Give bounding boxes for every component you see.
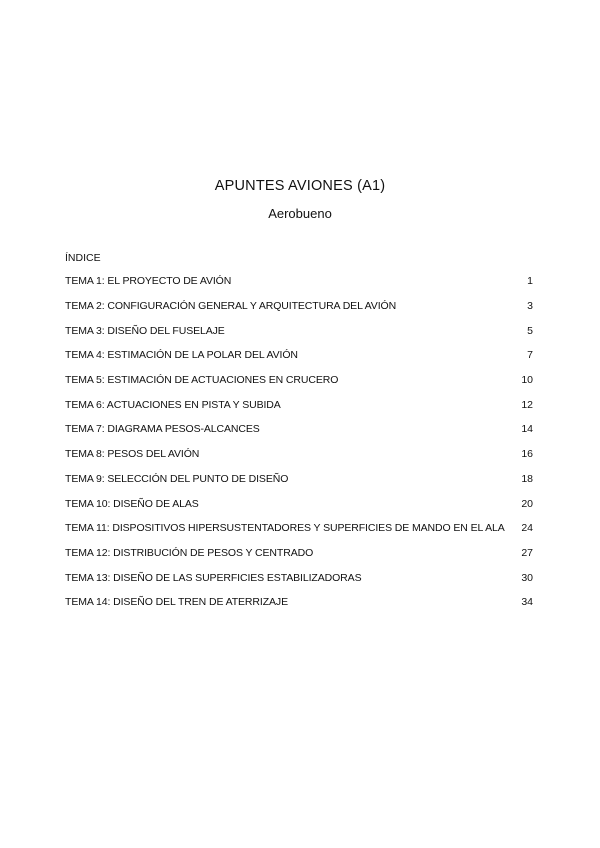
toc-entry-page-number: 1: [527, 275, 533, 288]
toc-entry-label: TEMA 6: ACTUACIONES EN PISTA Y SUBIDA: [65, 398, 281, 411]
toc-entry-label: TEMA 9: SELECCIÓN DEL PUNTO DE DISEÑO: [65, 472, 289, 485]
toc-entry-label: TEMA 13: DISEÑO DE LAS SUPERFICIES ESTABILIZADORAS: [65, 571, 362, 584]
toc-entry-tema-7[interactable]: [65, 417, 533, 442]
toc-entry-tema-14[interactable]: [65, 590, 533, 615]
toc-entry-tema-2[interactable]: [65, 294, 533, 319]
toc-entry-tema-12[interactable]: [65, 541, 533, 566]
table-of-contents: [65, 269, 533, 615]
toc-entry-label: TEMA 8: PESOS DEL AVIÓN: [65, 448, 200, 461]
toc-entry-page-number: 27: [521, 546, 533, 559]
toc-entry-tema-6[interactable]: [65, 392, 533, 417]
toc-entry-tema-8[interactable]: [65, 442, 533, 467]
toc-entry-label: TEMA 12: DISTRIBUCIÓN DE PESOS Y CENTRADO: [65, 546, 314, 559]
toc-entry-page-number: 30: [521, 571, 533, 584]
toc-entry-tema-1[interactable]: [65, 269, 533, 294]
document-subtitle: Aerobueno: [268, 206, 332, 221]
toc-entry-page-number: 16: [521, 448, 533, 461]
toc-entry-page-number: 20: [521, 497, 533, 510]
toc-entry-label: TEMA 1: EL PROYECTO DE AVIÓN: [65, 275, 232, 288]
toc-entry-page-number: 18: [521, 472, 533, 485]
toc-entry-tema-10[interactable]: [65, 491, 533, 516]
toc-entry-label: TEMA 7: DIAGRAMA PESOS-ALCANCES: [65, 423, 260, 436]
toc-entry-label: TEMA 2: CONFIGURACIÓN GENERAL Y ARQUITECTURA DEL AVIÓN: [65, 300, 397, 313]
toc-entry-tema-3[interactable]: [65, 318, 533, 343]
toc-entry-label: TEMA 11: DISPOSITIVOS HIPERSUSTENTADORES Y SUPERFICIES DE MANDO EN EL ALA: [65, 522, 505, 535]
toc-entry-page-number: 12: [521, 398, 533, 411]
toc-entry-page-number: 34: [521, 596, 533, 609]
toc-entry-page-number: 3: [527, 300, 533, 313]
toc-entry-page-number: 5: [527, 324, 533, 337]
toc-entry-tema-4[interactable]: [65, 343, 533, 368]
toc-entry-tema-5[interactable]: [65, 368, 533, 393]
toc-heading: ÍNDICE: [65, 252, 101, 264]
toc-entry-label: TEMA 5: ESTIMACIÓN DE ACTUACIONES EN CRUCERO: [65, 374, 339, 387]
toc-entry-tema-9[interactable]: [65, 467, 533, 492]
toc-entry-page-number: 14: [521, 423, 533, 436]
toc-entry-page-number: 24: [521, 522, 533, 535]
toc-entry-label: TEMA 3: DISEÑO DEL FUSELAJE: [65, 324, 225, 337]
toc-entry-tema-11[interactable]: [65, 516, 533, 541]
toc-entry-page-number: 7: [527, 349, 533, 362]
toc-entry-page-number: 10: [521, 374, 533, 387]
toc-entry-label: TEMA 14: DISEÑO DEL TREN DE ATERRIZAJE: [65, 596, 288, 609]
toc-entry-tema-13[interactable]: [65, 565, 533, 590]
toc-entry-label: TEMA 4: ESTIMACIÓN DE LA POLAR DEL AVIÓN: [65, 349, 298, 362]
toc-entry-label: TEMA 10: DISEÑO DE ALAS: [65, 497, 199, 510]
document-title: APUNTES AVIONES (A1): [214, 178, 386, 194]
